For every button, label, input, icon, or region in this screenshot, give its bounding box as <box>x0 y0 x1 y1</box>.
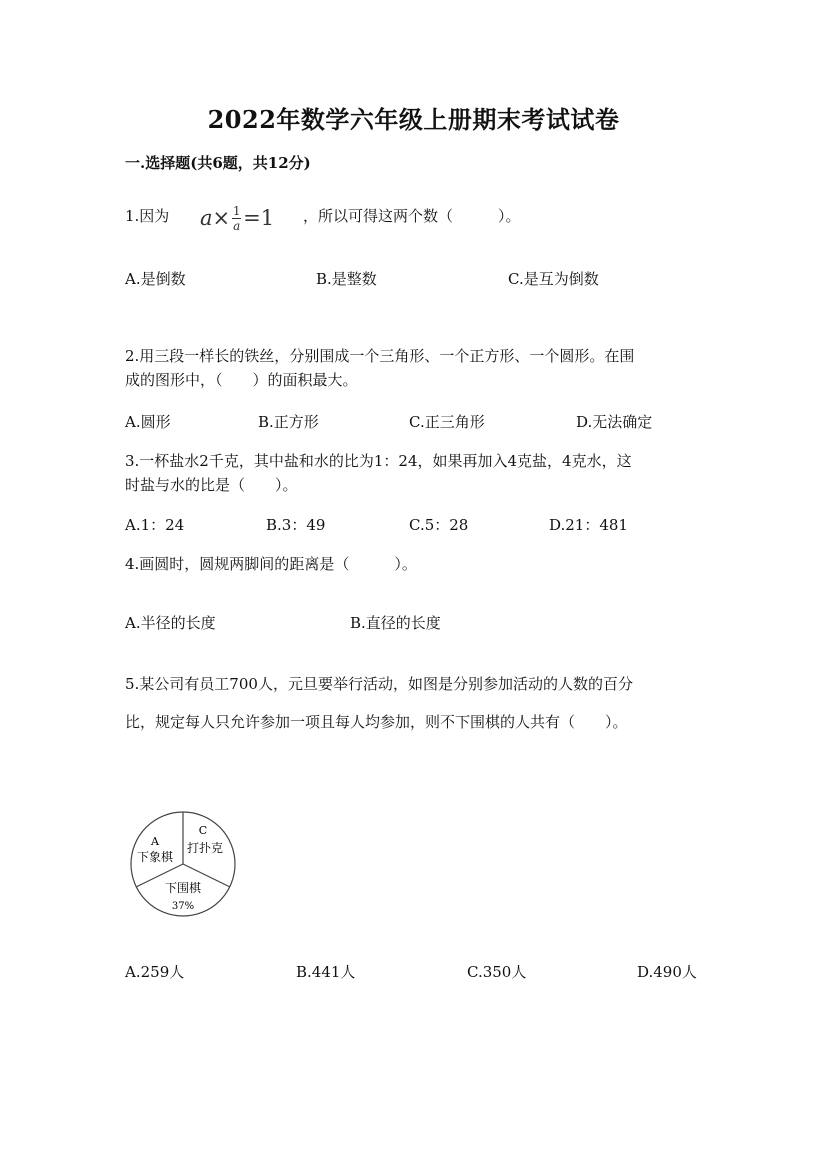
question-3-line-2: 时盐与水的比是（ ）。 <box>125 476 298 494</box>
q1-option-b: B.是整数 <box>316 270 377 288</box>
q2-option-c: C.正三角形 <box>409 413 485 431</box>
q3-option-d: D.21：481 <box>549 516 628 534</box>
q2-option-b: B.正方形 <box>258 413 319 431</box>
q5-option-c: C.350人 <box>467 963 527 981</box>
question-1-formula <box>200 200 274 236</box>
question-1-prefix: 1.因为 <box>125 207 170 225</box>
question-5-line-1: 5.某公司有员工700人，元旦要举行活动，如图是分别参加活动的人数的百分 <box>125 675 633 693</box>
question-4-line-1: 4.画圆时，圆规两脚间的距离是（ ）。 <box>125 555 417 573</box>
formula-fraction <box>232 205 241 232</box>
formula-variable: a <box>200 206 213 230</box>
q4-option-b: B.直径的长度 <box>350 614 441 632</box>
pie-c-letter: C <box>198 824 208 837</box>
q2-option-a: A.圆形 <box>125 413 171 431</box>
q5-option-d: D.490人 <box>637 963 697 981</box>
q1-option-c: C.是互为倒数 <box>508 270 599 288</box>
question-2-line-2: 成的图形中，（ ）的面积最大。 <box>125 371 358 389</box>
question-5-line-2: 比，规定每人只允许参加一项且每人均参加，则不下围棋的人共有（ ）。 <box>125 713 628 731</box>
activity-pie-chart <box>128 810 240 920</box>
formula-times: × <box>212 206 231 230</box>
question-1-suffix: ，所以可得这两个数（ ）。 <box>303 207 521 225</box>
q2-option-d: D.无法确定 <box>576 413 653 431</box>
q3-option-c: C.5：28 <box>409 516 469 534</box>
pie-b-percent: 37% <box>171 901 195 912</box>
q5-option-a: A.259人 <box>125 963 185 981</box>
question-2-line-1: 2.用三段一样长的铁丝，分别围成一个三角形、一个正方形、一个圆形。在围 <box>125 347 635 365</box>
pie-b-label: 下围棋 <box>164 881 202 895</box>
fraction-denominator: a <box>233 218 241 233</box>
question-3-line-1: 3.一杯盐水2千克，其中盐和水的比为1：24，如果再加入4克盐，4克水，这 <box>125 452 632 470</box>
section-heading: 一.选择题(共6题，共12分) <box>125 154 311 172</box>
q3-option-a: A.1：24 <box>125 516 185 534</box>
pie-c-label: 打扑克 <box>186 841 224 855</box>
q5-option-b: B.441人 <box>296 963 356 981</box>
fraction-numerator: 1 <box>232 203 241 218</box>
page-title: 2022年数学六年级上册期末考试试卷 <box>207 105 620 134</box>
pie-a-label: 下象棋 <box>136 850 174 864</box>
formula-equals: =1 <box>243 206 275 230</box>
pie-a-letter: A <box>151 835 159 848</box>
q3-option-b: B.3：49 <box>266 516 326 534</box>
q4-option-a: A.半径的长度 <box>125 614 216 632</box>
q1-option-a: A.是倒数 <box>125 270 186 288</box>
